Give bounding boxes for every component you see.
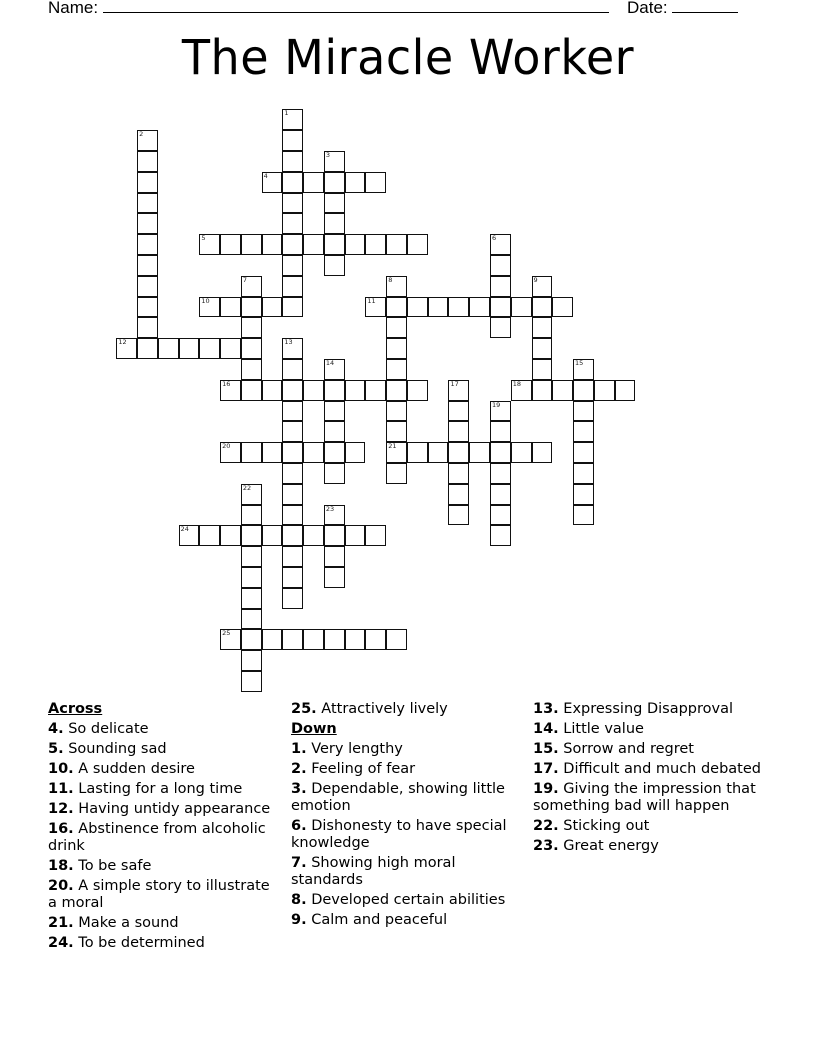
grid-cell[interactable]: [220, 234, 241, 255]
grid-cell[interactable]: [137, 317, 158, 338]
grid-cell[interactable]: [324, 151, 345, 172]
grid-cell[interactable]: [428, 442, 449, 463]
grid-cell[interactable]: [303, 172, 324, 193]
grid-cell[interactable]: [324, 442, 345, 463]
grid-cell[interactable]: [220, 338, 241, 359]
name-field[interactable]: [48, 0, 609, 18]
clue-number: 14: [325, 358, 335, 367]
grid-cell[interactable]: [490, 484, 511, 505]
grid-cell[interactable]: [241, 484, 262, 505]
grid-cell[interactable]: [386, 359, 407, 380]
clue-down-22: 22. Sticking out: [533, 818, 650, 834]
grid-cell[interactable]: [573, 442, 594, 463]
grid-cell[interactable]: [490, 401, 511, 422]
clues-column-1: [48, 701, 283, 955]
grid-cell[interactable]: [324, 421, 345, 442]
grid-cell[interactable]: [282, 297, 303, 318]
clue-number: 21: [388, 442, 397, 451]
grid-cell[interactable]: [324, 505, 345, 526]
grid-cell[interactable]: [262, 234, 283, 255]
grid-cell[interactable]: [490, 255, 511, 276]
grid-cell[interactable]: [282, 234, 303, 255]
grid-cell[interactable]: [345, 172, 366, 193]
grid-cell[interactable]: [137, 255, 158, 276]
grid-cell[interactable]: [324, 234, 345, 255]
clue-down-8: 8. Developed certain abilities: [291, 892, 506, 908]
grid-cell[interactable]: [490, 463, 511, 484]
grid-cell[interactable]: [282, 255, 303, 276]
grid-cell[interactable]: [490, 317, 511, 338]
name-blank-line[interactable]: [103, 0, 609, 13]
grid-cell[interactable]: [303, 380, 324, 401]
clue-down-2: 2. Feeling of fear: [291, 761, 416, 777]
clue-down-17: 17. Difficult and much debated: [533, 761, 761, 777]
grid-cell[interactable]: [324, 380, 345, 401]
grid-cell[interactable]: [490, 442, 511, 463]
grid-cell[interactable]: [262, 629, 283, 650]
grid-cell[interactable]: [386, 463, 407, 484]
grid-cell[interactable]: [511, 442, 532, 463]
grid-cell[interactable]: [282, 505, 303, 526]
clues-column-3: [533, 701, 768, 858]
grid-cell[interactable]: [324, 463, 345, 484]
grid-cell[interactable]: [532, 380, 553, 401]
down-heading: Down: [291, 721, 337, 737]
grid-cell[interactable]: [241, 234, 262, 255]
grid-cell[interactable]: [490, 234, 511, 255]
grid-cell[interactable]: [220, 629, 241, 650]
date-label: Date:: [627, 0, 668, 17]
grid-cell[interactable]: [303, 234, 324, 255]
grid-cell[interactable]: [386, 276, 407, 297]
clue-number: 2: [139, 130, 144, 139]
across-heading: Across: [48, 701, 103, 717]
grid-cell[interactable]: [241, 629, 262, 650]
grid-cell[interactable]: [324, 401, 345, 422]
grid-cell[interactable]: [386, 421, 407, 442]
grid-cell[interactable]: [179, 525, 200, 546]
grid-cell[interactable]: [241, 276, 262, 297]
clue-number: 8: [388, 275, 393, 284]
grid-cell[interactable]: [241, 338, 262, 359]
grid-cell[interactable]: [158, 338, 179, 359]
grid-cell[interactable]: [365, 525, 386, 546]
clue-number: 6: [491, 234, 497, 243]
clue-across-21: 21. Make a sound: [48, 915, 179, 931]
clue-number: 5: [201, 234, 206, 243]
grid-cell[interactable]: [262, 525, 283, 546]
grid-cell[interactable]: [448, 442, 469, 463]
grid-cell[interactable]: [448, 401, 469, 422]
grid-cell[interactable]: [137, 276, 158, 297]
grid-cell[interactable]: [552, 380, 573, 401]
grid-cell[interactable]: [262, 442, 283, 463]
grid-cell[interactable]: [552, 297, 573, 318]
clue-across-10: 10. A sudden desire: [48, 761, 195, 777]
clue-down-19: 19. Giving the impression that something bad will happen: [533, 781, 756, 814]
grid-cell[interactable]: [303, 629, 324, 650]
grid-cell[interactable]: [386, 629, 407, 650]
clue-down-3: 3. Dependable, showing little emotion: [291, 781, 505, 814]
crossword-grid: [117, 110, 637, 694]
grid-cell[interactable]: [324, 213, 345, 234]
grid-cell[interactable]: [324, 193, 345, 214]
grid-cell[interactable]: [573, 463, 594, 484]
date-blank-line[interactable]: [672, 0, 738, 13]
grid-cell[interactable]: [573, 380, 594, 401]
page-title: The Miracle Worker: [181, 30, 635, 86]
grid-cell[interactable]: [386, 297, 407, 318]
clue-number: 9: [533, 275, 538, 284]
grid-cell[interactable]: [137, 338, 158, 359]
grid-cell[interactable]: [179, 338, 200, 359]
grid-cell[interactable]: [241, 671, 262, 692]
grid-cell[interactable]: [365, 380, 386, 401]
grid-cell[interactable]: [282, 276, 303, 297]
grid-cell[interactable]: [573, 401, 594, 422]
grid-cell[interactable]: [573, 359, 594, 380]
grid-cell[interactable]: [386, 442, 407, 463]
clue-number: 23: [325, 504, 335, 513]
grid-cell[interactable]: [448, 421, 469, 442]
grid-cell[interactable]: [282, 629, 303, 650]
grid-cell[interactable]: [448, 380, 469, 401]
grid-cell[interactable]: [573, 484, 594, 505]
clue-number: 10: [201, 296, 210, 305]
grid-cell[interactable]: [490, 421, 511, 442]
grid-cell[interactable]: [324, 255, 345, 276]
grid-cell[interactable]: [365, 172, 386, 193]
clue-across-18: 18. To be safe: [48, 858, 152, 874]
clue-down-6: 6. Dishonesty to have special knowledge: [291, 818, 507, 851]
grid-cell[interactable]: [386, 338, 407, 359]
grid-cell[interactable]: [386, 380, 407, 401]
grid-cell[interactable]: [199, 338, 220, 359]
grid-cell[interactable]: [282, 546, 303, 567]
clue-down-23: 23. Great energy: [533, 838, 659, 854]
clue-number: 19: [491, 400, 501, 409]
grid-cell[interactable]: [490, 297, 511, 318]
clue-number: 15: [575, 358, 584, 367]
grid-cell[interactable]: [324, 546, 345, 567]
grid-cell[interactable]: [241, 380, 262, 401]
grid-cell[interactable]: [511, 297, 532, 318]
grid-cell[interactable]: [386, 317, 407, 338]
clues-column-2: [291, 701, 526, 932]
grid-cell[interactable]: [220, 442, 241, 463]
clue-number: 1: [284, 109, 289, 118]
clue-down-15: 15. Sorrow and regret: [533, 741, 694, 757]
grid-cell[interactable]: [282, 213, 303, 234]
grid-cell[interactable]: [282, 525, 303, 546]
grid-cell[interactable]: [345, 380, 366, 401]
date-field[interactable]: [627, 0, 738, 18]
grid-cell[interactable]: [365, 234, 386, 255]
clue-number: 25: [222, 629, 231, 638]
clue-number: 16: [222, 379, 231, 388]
grid-cell[interactable]: [345, 234, 366, 255]
grid-cell[interactable]: [532, 317, 553, 338]
grid-cell[interactable]: [282, 421, 303, 442]
grid-cell[interactable]: [241, 567, 262, 588]
clue-number: 18: [512, 379, 522, 388]
grid-cell[interactable]: [345, 442, 366, 463]
grid-cell[interactable]: [262, 172, 283, 193]
grid-cell[interactable]: [241, 442, 262, 463]
grid-cell[interactable]: [324, 359, 345, 380]
grid-cell[interactable]: [137, 234, 158, 255]
grid-cell[interactable]: [241, 546, 262, 567]
grid-cell[interactable]: [428, 297, 449, 318]
clue-number: 11: [367, 296, 376, 305]
grid-cell[interactable]: [241, 650, 262, 671]
clue-down-7: 7. Showing high moral standards: [291, 855, 456, 888]
grid-cell[interactable]: [282, 130, 303, 151]
grid-cell[interactable]: [303, 442, 324, 463]
grid-cell[interactable]: [241, 609, 262, 630]
clue-down-13: 13. Expressing Disapproval: [533, 701, 733, 717]
grid-cell[interactable]: [490, 505, 511, 526]
grid-cell[interactable]: [365, 629, 386, 650]
grid-cell[interactable]: [220, 380, 241, 401]
clue-number: 7: [242, 275, 247, 284]
grid-cell[interactable]: [137, 297, 158, 318]
grid-cell[interactable]: [303, 525, 324, 546]
grid-cell[interactable]: [594, 380, 615, 401]
grid-cell[interactable]: [324, 567, 345, 588]
grid-cell[interactable]: [241, 588, 262, 609]
grid-cell[interactable]: [137, 130, 158, 151]
grid-cell[interactable]: [241, 525, 262, 546]
grid-cell[interactable]: [448, 484, 469, 505]
clue-number: 3: [325, 150, 331, 159]
clue-across-16: 16. Abstinence from alcoholic drink: [48, 821, 266, 854]
clue-across-20: 20. A simple story to illustrate a moral: [48, 878, 270, 911]
grid-cell[interactable]: [282, 484, 303, 505]
grid-cell[interactable]: [137, 172, 158, 193]
grid-cell[interactable]: [469, 442, 490, 463]
grid-cell[interactable]: [262, 380, 283, 401]
grid-cell[interactable]: [137, 213, 158, 234]
grid-cell[interactable]: [532, 276, 553, 297]
grid-cell[interactable]: [407, 297, 428, 318]
grid-cell[interactable]: [365, 297, 386, 318]
grid-cell[interactable]: [220, 297, 241, 318]
clue-number: 12: [118, 338, 127, 347]
clue-number: 4: [263, 171, 268, 180]
grid-cell[interactable]: [220, 525, 241, 546]
grid-cell[interactable]: [448, 297, 469, 318]
grid-cell[interactable]: [241, 505, 262, 526]
grid-cell[interactable]: [282, 588, 303, 609]
grid-cell[interactable]: [386, 401, 407, 422]
clue-number: 22: [242, 483, 252, 492]
grid-cell[interactable]: [532, 338, 553, 359]
grid-cell[interactable]: [573, 421, 594, 442]
grid-cell[interactable]: [532, 442, 553, 463]
grid-cell[interactable]: [282, 193, 303, 214]
clue-number: 17: [450, 379, 459, 388]
clue-number: 24: [180, 525, 189, 534]
grid-cell[interactable]: [282, 567, 303, 588]
grid-cell[interactable]: [282, 359, 303, 380]
grid-cell[interactable]: [262, 297, 283, 318]
grid-cell[interactable]: [282, 109, 303, 130]
grid-cell[interactable]: [324, 172, 345, 193]
grid-cell[interactable]: [615, 380, 636, 401]
grid-cell[interactable]: [386, 234, 407, 255]
clue-across-25: 25. Attractively lively: [291, 701, 448, 717]
grid-cell[interactable]: [137, 193, 158, 214]
grid-cell[interactable]: [116, 338, 137, 359]
grid-cell[interactable]: [511, 380, 532, 401]
grid-cell[interactable]: [532, 297, 553, 318]
grid-cell[interactable]: [282, 172, 303, 193]
clue-down-9: 9. Calm and peaceful: [291, 912, 448, 928]
grid-cell[interactable]: [532, 359, 553, 380]
grid-cell[interactable]: [345, 525, 366, 546]
clue-number: 13: [284, 338, 293, 347]
grid-cell[interactable]: [282, 151, 303, 172]
grid-cell[interactable]: [282, 401, 303, 422]
grid-cell[interactable]: [407, 442, 428, 463]
grid-cell[interactable]: [490, 525, 511, 546]
grid-cell[interactable]: [448, 505, 469, 526]
grid-cell[interactable]: [137, 151, 158, 172]
clue-across-5: 5. Sounding sad: [48, 741, 167, 757]
grid-cell[interactable]: [469, 297, 490, 318]
grid-cell[interactable]: [573, 505, 594, 526]
grid-cell[interactable]: [345, 629, 366, 650]
grid-cell[interactable]: [407, 234, 428, 255]
grid-cell[interactable]: [282, 463, 303, 484]
grid-cell[interactable]: [199, 525, 220, 546]
grid-cell[interactable]: [199, 234, 220, 255]
grid-cell[interactable]: [282, 380, 303, 401]
clue-down-14: 14. Little value: [533, 721, 644, 737]
clue-across-4: 4. So delicate: [48, 721, 149, 737]
grid-cell[interactable]: [282, 442, 303, 463]
clue-number: 20: [222, 442, 231, 451]
grid-cell[interactable]: [407, 380, 428, 401]
grid-cell[interactable]: [490, 276, 511, 297]
name-label: Name:: [48, 0, 99, 17]
grid-cell[interactable]: [199, 297, 220, 318]
grid-cell[interactable]: [324, 525, 345, 546]
clue-down-1: 1. Very lengthy: [291, 741, 403, 757]
clue-across-11: 11. Lasting for a long time: [48, 781, 243, 797]
grid-cell[interactable]: [241, 297, 262, 318]
grid-cell[interactable]: [241, 317, 262, 338]
clue-across-24: 24. To be determined: [48, 935, 205, 951]
clue-across-12: 12. Having untidy appearance: [48, 801, 271, 817]
grid-cell[interactable]: [241, 359, 262, 380]
grid-cell[interactable]: [324, 629, 345, 650]
grid-cell[interactable]: [282, 338, 303, 359]
grid-cell[interactable]: [448, 463, 469, 484]
